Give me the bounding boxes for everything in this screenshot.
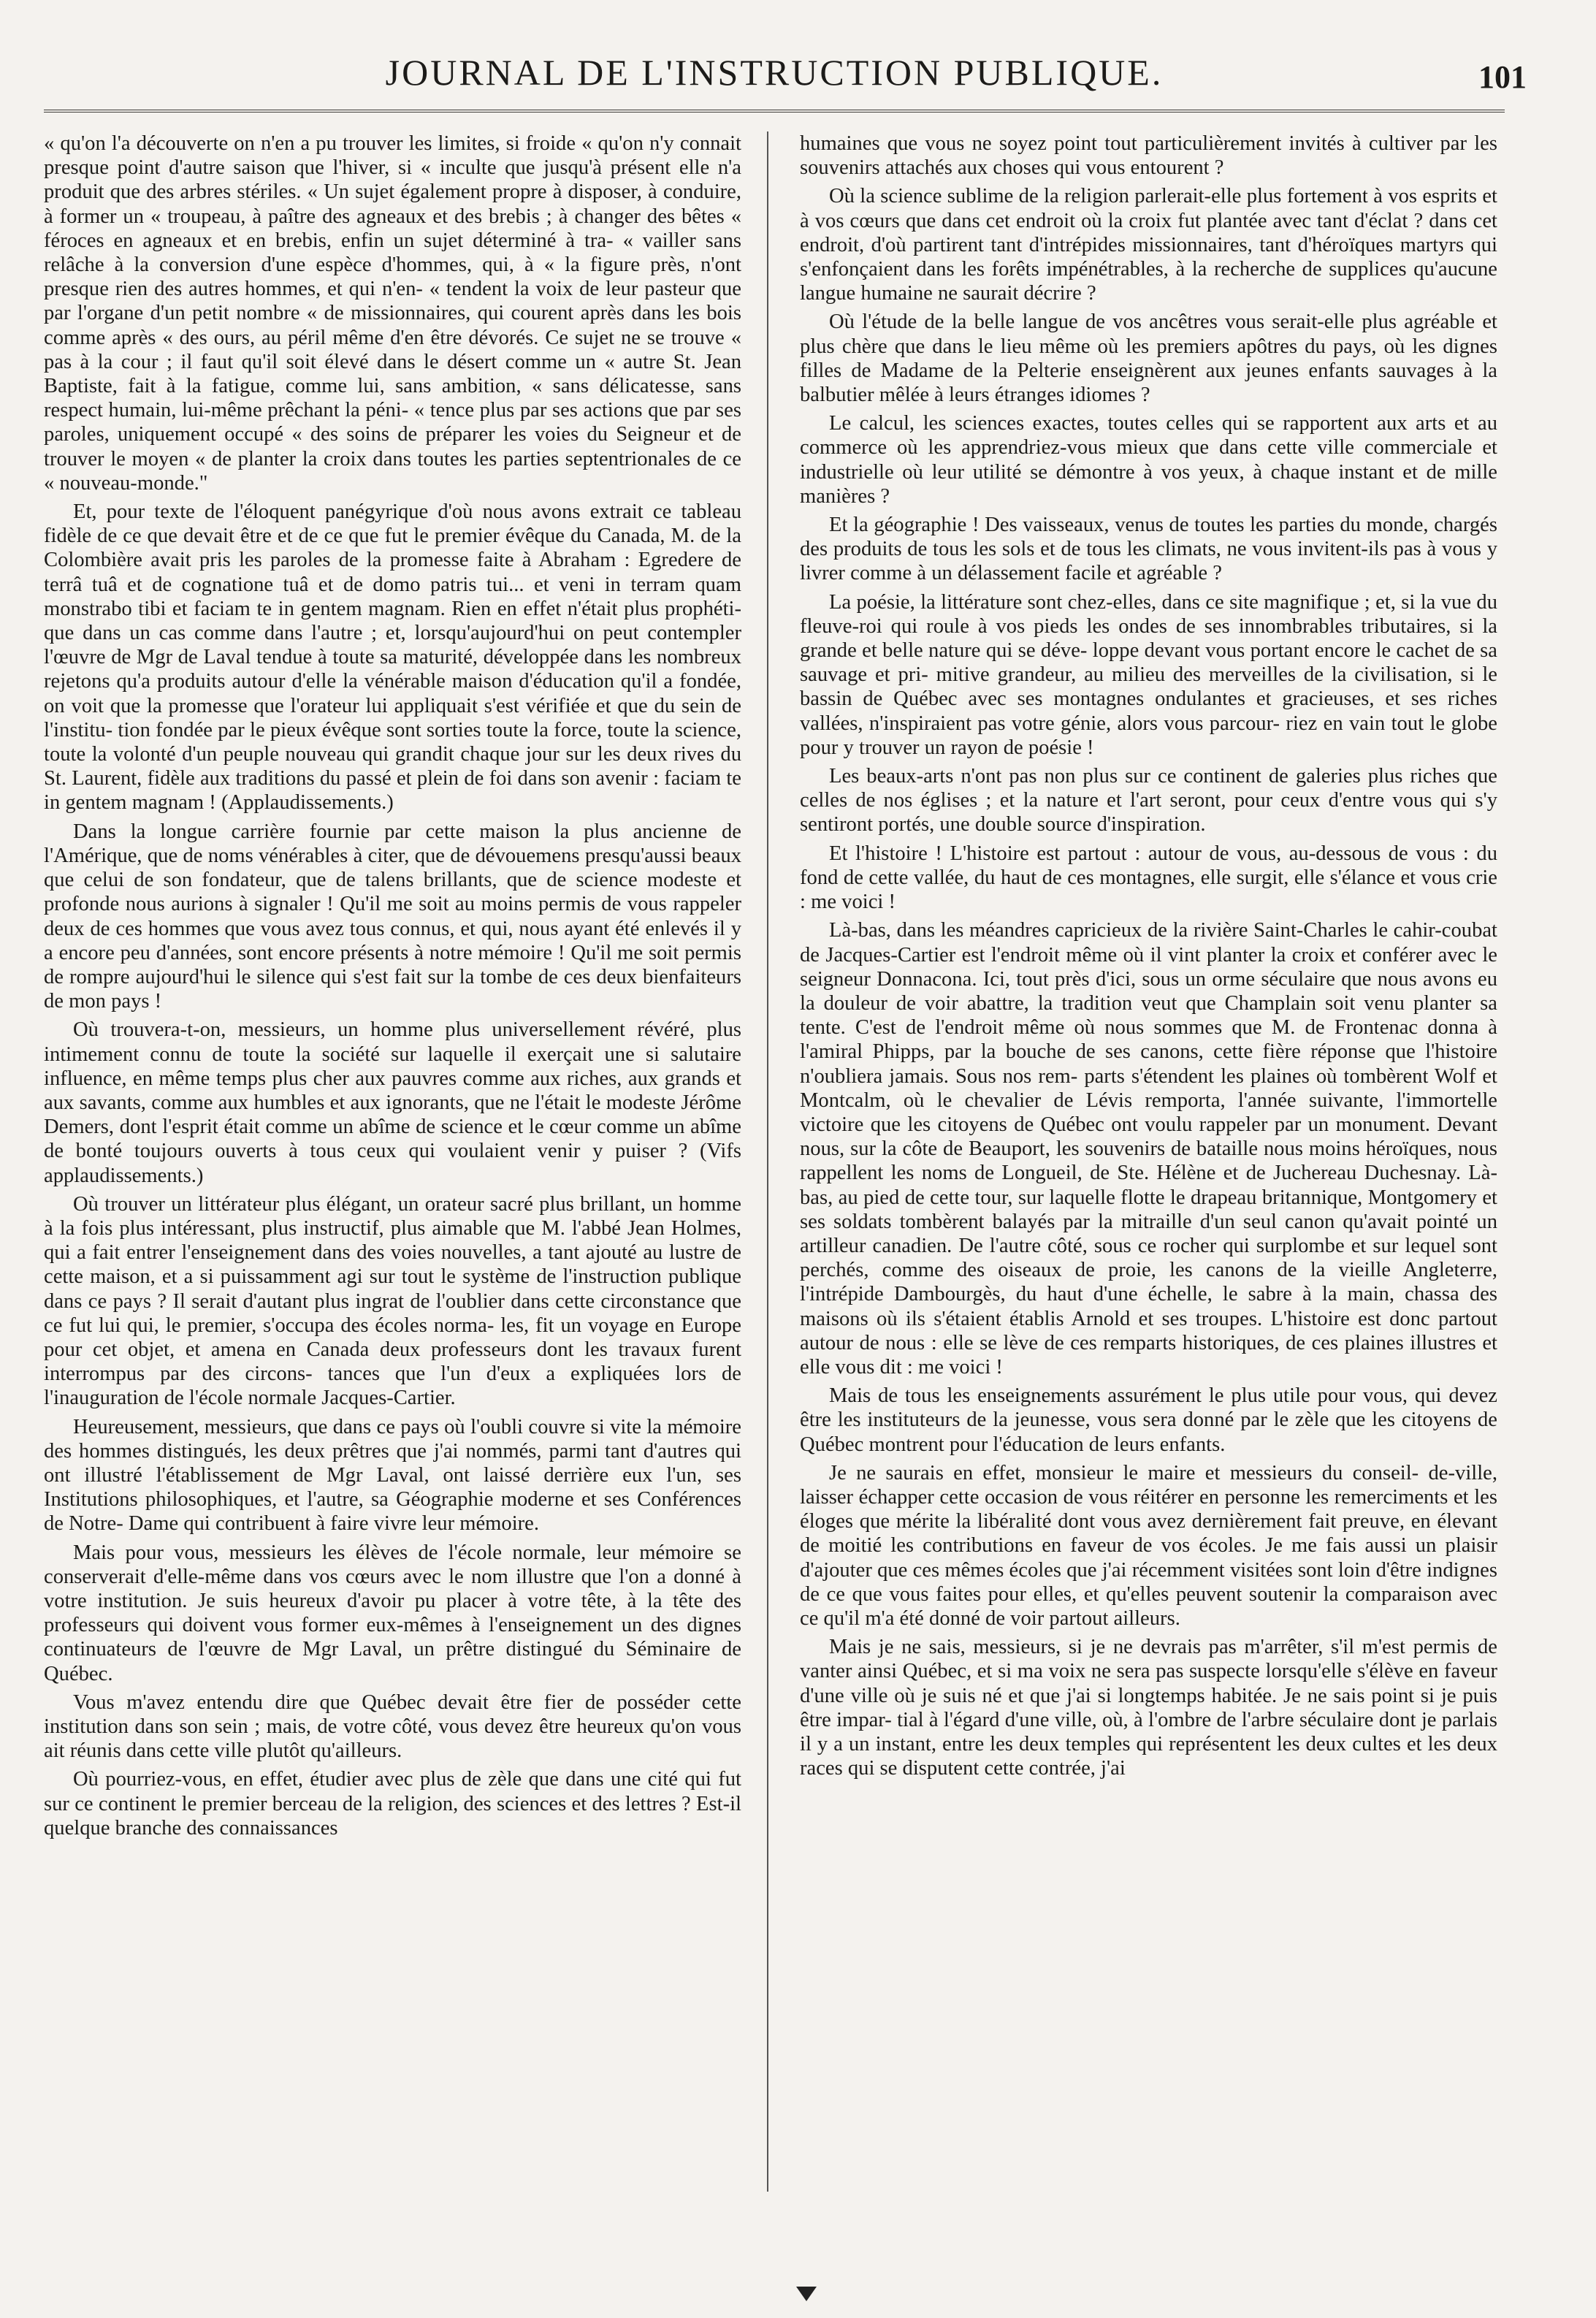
left-column	[44, 131, 741, 2257]
running-title: JOURNAL DE L'INSTRUCTION PUBLIQUE.	[385, 52, 1164, 93]
paragraph: Et, pour texte de l'éloquent panégyrique d'où nous avons extrait ce tableau fidèle de ce que devait être et de ce que fut le premier évêque du Canada, M. de la Colombière avait pris les paroles de la promesse faite à Abraham : Egredere de terrâ tuâ et de cognatione tuâ et de domo patris tui... et veni in terram quam monstrabo tibi et faciam te in gentem magnam. Rien en effet n'était plus prophéti- que dans un cas comme dans l'autre ; et, lorsqu'aujourd'hui on peut contempler l'œuvre de Mgr de Laval tendue à toute sa maturité, développée dans les nombreux rejetons qu'a produits autour d'elle la vénérable maison d'éducation qu'il a fondée, on voit que la promesse que l'orateur lui appliquait s'est vérifiée et que du sein de l'institu- tion fondée par le pieux évêque sont sorties toute la force, toute la science, toute la volonté d'un peuple nouveau qui grandit chaque jour sur les deux rives du St. Laurent, fidèle aux traditions du passé et plein de foi dans son avenir : faciam te in gentem magnam ! (Applaudissements.)	[44, 500, 741, 815]
paragraph: Où l'étude de la belle langue de vos ancêtres vous serait-elle plus agréable et plus chère que dans le lieu même où les premiers apôtres du pays, où les dignes filles de Madame de la Pelterie enseignèrent aux jeunes enfants sauvages à la balbutier mêlée à leurs étranges idiomes ?	[800, 310, 1497, 407]
paragraph: Mais de tous les enseignements assurément le plus utile pour vous, qui devez être les instituteurs de la jeunesse, vous sera donné par le zèle que les citoyens de Québec montrent pour l'éducation de leurs enfants.	[800, 1384, 1497, 1456]
paragraph: Dans la longue carrière fournie par cette maison la plus ancienne de l'Amérique, que de noms vénérables à citer, que de dévouemens presqu'aussi beaux que celui de son fondateur, que de talens brillants, que de science modeste et profonde nous aurions à signaler ! Qu'il me soit au moins permis de vous rappeler deux de ces hommes que vous avez tous connus, et qui, nous ayant été enlevés il y a encore peu d'années, sont encore présents à notre mémoire ! Qu'il me soit permis de rompre aujourd'hui le silence qui s'est fait sur la tombe de ces deux bienfaiteurs de mon pays !	[44, 820, 741, 1013]
paragraph: Mais pour vous, messieurs les élèves de l'école normale, leur mémoire se conserverait d'elle-même dans vos cœurs avec le nom illustre que l'on a donné à votre institution. Je suis heureux d'avoir pu placer à votre tête, à la tête des professeurs qui doivent vous former eux-mêmes à l'enseignement un des dignes continuateurs de l'œuvre de Mgr Laval, un prêtre distingué du Séminaire de Québec.	[44, 1541, 741, 1685]
text-columns	[44, 131, 1512, 2257]
paragraph: « qu'on l'a découverte on n'en a pu trouver les limites, si froide « qu'on n'y connait presque point d'autre saison que l'hiver, si « inculte que jusqu'à présent elle n'a produit que des arbres stériles. « Un sujet également propre à disposer, à conduire, à former un « troupeau, à paître des agneaux et des brebis ; à changer des bêtes « féroces en agneaux et en brebis, enfin un sujet déterminé à tra- « vailler sans relâche à la conversion d'une espèce d'hommes, qui, à « la figure près, n'ont presque rien des autres hommes, et qui n'en- « tendent la voix de leur pasteur que par l'organe d'un petit nombre « de missionnaires, qui courent après dans les bois comme après « des ours, au péril même d'en être dévorés. Ce sujet ne se trouve « pas à la cour ; il faut qu'il soit élevé dans le désert comme un « autre St. Jean Baptiste, fait à la fatigue, comme lui, sans ambition, « sans délicatesse, sans respect humain, lui-même prêchant la péni- « tence plus par ses actions que par ses paroles, uniquement occupé « des soins de préparer les voies du Seigneur et de trouver le moyen « de planter la croix dans toutes les parties septentrionales de ce « nouveau-monde."	[44, 132, 741, 495]
page-end-mark	[796, 2287, 817, 2301]
paragraph: Là-bas, dans les méandres capricieux de la rivière Saint-Charles le cahir-coubat de Jacques-Cartier est l'endroit même où il vint planter la croix et conférer avec le seigneur Donnacona. Ici, tout près d'ici, sous un orme séculaire que nous avons eu la douleur de voir abattre, la tradition veut que Champlain soit venu planter sa tente. C'est de l'endroit même où nous sommes que M. de Frontenac donna à l'amiral Phipps, par la bouche de ses canons, cette fière réponse que l'histoire n'oubliera jamais. Sous nos rem- parts s'étendent les plaines où tombèrent Wolf et Montcalm, où le chevalier de Lévis remporta, l'année suivante, l'immortelle victoire que les citoyens de Québec ont voulu rappeler par un monument. Devant nous, sur la côte de Beauport, les souvenirs de bataille nous moins héroïques, nous rappellent les noms de Longueil, de Ste. Hélène et de Juchereau Duchesnay. Là-bas, au pied de cette tour, sur laquelle flotte le drapeau britannique, Montgomery et ses soldats tombèrent balayés par la mitraille d'un seul canon qu'avait pointé un artilleur canadien. De l'autre côté, sous ce rocher qui surplombe et sur lequel sont perchés, comme des oiseaux de proie, les canons de la vieille Angleterre, l'intrépide Dambourgès, du haut d'une échelle, le sabre à la main, chassa des maisons où ils s'étaient établis Arnold et ses troupes. L'histoire est donc partout autour de nous : elle se lève de ces remparts historiques, de ces plaines illustres et elle vous dit : me voici !	[800, 919, 1497, 1379]
right-column	[800, 131, 1497, 2257]
paragraph: Le calcul, les sciences exactes, toutes celles qui se rapportent aux arts et au commerce où les apprendriez-vous mieux que dans cette ville commerciale et industrielle où leur utilité se démontre à vos yeux, à chaque instant et de mille manières ?	[800, 412, 1497, 508]
page-header	[44, 29, 1527, 113]
paragraph: Vous m'avez entendu dire que Québec devait être fier de posséder cette institution dans son sein ; mais, de votre côté, vous devez être heureux qu'on vous ait réunis dans cette ville plutôt qu'ailleurs.	[44, 1690, 741, 1763]
page-number: 101	[1478, 59, 1527, 95]
paragraph: Où trouvera-t-on, messieurs, un homme plus universellement révéré, plus intimement connu de toute la société sur laquelle il exerçait une si salutaire influence, en même temps plus cher aux pauvres comme aux riches, aux grands et aux savants, comme aux humbles et aux ignorants, que ne l'était le modeste Jérôme Demers, dont l'esprit était comme un abîme de science et le cœur comme un abîme de bonté toujours ouverts à tous ceux qui voulaient venir y puiser ? (Vifs applaudissements.)	[44, 1018, 741, 1187]
paragraph: Mais je ne sais, messieurs, si je ne devrais pas m'arrêter, s'il m'est permis de vanter ainsi Québec, et si ma voix ne sera pas suspecte lorsqu'elle s'élève en faveur d'une ville où je suis né et que j'ai si longtemps habitée. Je ne sais point si je puis être impar- tial à l'égard d'une ville, où, à l'ombre de l'arbre séculaire dont je parlais il y a un instant, entre les deux temples qui représentent les deux cultes et les deux races qui se disputent cette contrée, j'ai	[800, 1636, 1497, 1780]
paragraph: Où la science sublime de la religion parlerait-elle plus fortement à vos esprits et à vos cœurs que dans cet endroit où la croix fut plantée avec tant d'éclat ? dans cet endroit, d'où partirent tant d'intrépides missionnaires, tant d'héroïques martyrs qui s'enfonçaient dans les forêts impénétrables, à la recherche de supplices qu'aucune langue humaine ne saurait décrire ?	[800, 185, 1497, 305]
column-divider	[767, 131, 768, 2192]
paragraph: Où trouver un littérateur plus élégant, un orateur sacré plus brillant, un homme à la fois plus intéressant, plus instructif, plus aimable que M. l'abbé Jean Holmes, qui a fait entrer l'enseignement dans des voies nouvelles, a tant ajouté au lustre de cette maison, et a si puissamment agi sur tout le système de l'instruction publique dans ce pays ? Il serait d'autant plus ingrat de l'oublier dans cette circonstance que ce fut lui qui, le premier, s'occupa des écoles norma- les, fit un voyage en Europe pour cet objet, et amena en Canada deux professeurs dont les travaux furent interrompus par des circons- tances que l'un d'eux a expliquées lors de l'inauguration de l'école normale Jacques-Cartier.	[44, 1192, 741, 1410]
paragraph: Et l'histoire ! L'histoire est partout : autour de vous, au-dessous de vous : du fond de cette vallée, du haut de ces montagnes, elle surgit, elle s'élance et vous crie : me voici !	[800, 842, 1497, 914]
paragraph: La poésie, la littérature sont chez-elles, dans ce site magnifique ; et, si la vue du fleuve-roi qui roule à vos pieds les ondes de ses innombrables tributaires, si la grande et belle nature qui se déve- loppe devant vous portant encore le cachet de sa sauvage et pri- mitive grandeur, au milieu des merveilles de la civilisation, si le bassin de Québec avec ses montagnes ondulantes et gracieuses, et ses riches vallées, n'inspiraient pas votre génie, alors vous parcour- riez en vain tout le globe pour y trouver un rayon de poésie !	[800, 590, 1497, 759]
paragraph: humaines que vous ne soyez point tout particulièrement invités à cultiver par les souvenirs attachés aux choses qui vous entourent ?	[800, 132, 1497, 180]
paragraph: Je ne saurais en effet, monsieur le maire et messieurs du conseil- de-ville, laisser échapper cette occasion de vous réitérer en personne les remerciments et les éloges que mérite la libéralité dont vous avez dernièrement fait preuve, en élevant de moitié les contributions en faveur de vos écoles. Je me fais aussi un plaisir d'ajouter que ces mêmes écoles que j'ai récemment visitées sont loin d'être indignes de ce que vous faites pour elles, et qu'elles peuvent soutenir la comparaison avec ce qu'il m'a été donné de voir partout ailleurs.	[800, 1461, 1497, 1630]
paragraph: Et la géographie ! Des vaisseaux, venus de toutes les parties du monde, chargés des produits de tous les sols et de tous les climats, ne vous invitent-ils pas à vous y livrer comme à un délassement facile et agréable ?	[800, 514, 1497, 585]
paragraph: Les beaux-arts n'ont pas non plus sur ce continent de galeries plus riches que celles de nos églises ; et la nature et l'art seront, pour ceux d'entre vous qui s'y sentiront portés, une double source d'inspiration.	[800, 765, 1497, 836]
paragraph: Où pourriez-vous, en effet, étudier avec plus de zèle que dans une cité qui fut sur ce continent le premier berceau de la religion, des sciences et des lettres ? Est-il quelque branche des connaissances	[44, 1768, 741, 1839]
paragraph: Heureusement, messieurs, que dans ce pays où l'oubli couvre si vite la mémoire des hommes distingués, les deux prêtres que j'ai nommés, parmi tant d'autres qui ont illustré l'établissement de Mgr Laval, ont laissé derrière eux l'un, ses Institutions philosophiques, et l'autre, sa Géographie moderne et ses Conférences de Notre- Dame qui contribuent à faire vivre leur mémoire.	[44, 1415, 741, 1536]
